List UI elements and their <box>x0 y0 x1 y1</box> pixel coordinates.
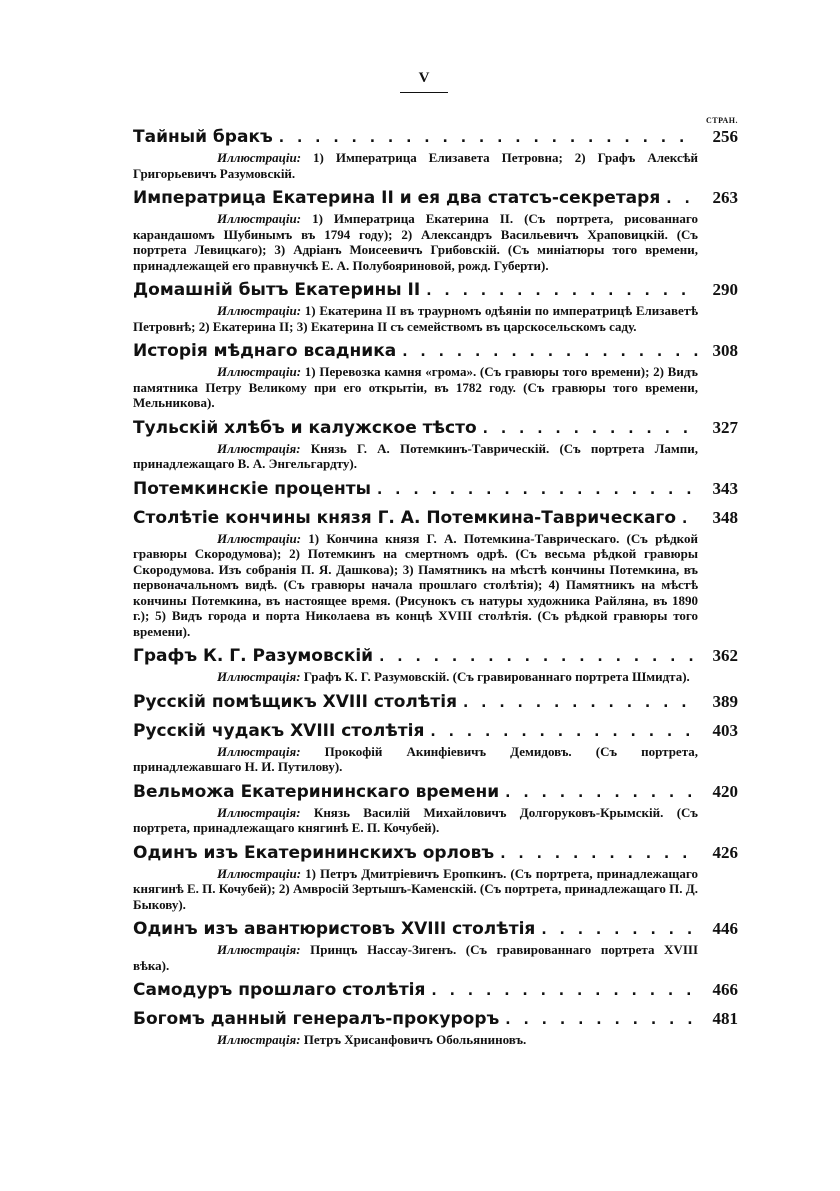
illustrations-text: Принцъ Нассау-Зигенъ. (Съ гравированнаго портрета XVIII вѣка). <box>133 942 698 973</box>
toc-entry-illustrations <box>133 744 698 775</box>
table-of-contents <box>133 126 738 1054</box>
toc-entry-illustrations <box>133 150 698 181</box>
toc-entry[interactable] <box>133 918 738 973</box>
toc-entry[interactable] <box>133 1008 738 1048</box>
illustrations-label: Иллюстраціи: <box>217 303 302 318</box>
dot-leader <box>505 783 698 804</box>
toc-entry-page: 420 <box>712 781 738 801</box>
dot-leader <box>426 281 698 302</box>
toc-entry-title-row <box>133 478 738 501</box>
toc-entry-title-row <box>133 1008 738 1031</box>
toc-entry[interactable] <box>133 720 738 775</box>
toc-entry[interactable] <box>133 842 738 913</box>
toc-entry-illustrations <box>133 1032 698 1048</box>
toc-entry-page: 403 <box>712 720 738 740</box>
dot-leader <box>505 1010 698 1031</box>
toc-entry-title-row <box>133 979 738 1002</box>
toc-entry-title: Русскій помѣщикъ XVIII столѣтія <box>133 691 457 712</box>
illustrations-label: Иллюстраціи: <box>217 211 302 226</box>
dot-leader <box>402 342 698 363</box>
toc-entry-illustrations <box>133 303 698 334</box>
toc-entry-page: 466 <box>712 980 738 999</box>
toc-entry[interactable] <box>133 979 738 1002</box>
toc-entry-title-row <box>133 340 738 363</box>
toc-entry-title: Богомъ данный генералъ-прокуроръ <box>133 1009 500 1029</box>
dot-leader <box>279 128 698 149</box>
illustrations-text: 1) Екатерина II въ траурномъ одѣяніи по императрицѣ Елизаветѣ Петровнѣ; 2) Екатерина II; 3) Екатерина II съ семействомъ въ царскосельскомъ саду. <box>133 303 699 334</box>
toc-entry-page: 348 <box>712 507 738 527</box>
toc-entry-title: Домашній бытъ Екатерины II <box>133 280 421 300</box>
illustrations-text: 1) Императрица Екатерина II. (Съ портрета, рисованнаго карандашомъ Шубинымъ въ 1794 году); 2) Александръ Васильевичъ Храповицкій. (Съ портрета Левицкаго); 3) Адріанъ Моисеевичъ Грибовскій. (Съ миніатюры того времени, принадлежащей его правнучкѣ Е. А. Полубояриновой, рожд. Губерти). <box>133 211 699 273</box>
illustrations-text: 1) Перевозка камня «грома». (Съ гравюры того времени); 2) Видъ памятника Петру Великому при его открытіи, въ 1782 году. (Съ гравюры того времени, Мельникова). <box>133 364 699 410</box>
illustrations-text: Князь Василій Михайловичъ Долгоруковъ-Крымскій. (Съ портрета, принадлежащаго княгинѣ Е. П. Кочубей). <box>133 804 698 835</box>
toc-entry-page: 426 <box>712 842 738 862</box>
toc-entry-page: 362 <box>712 646 738 665</box>
toc-entry[interactable] <box>133 781 738 836</box>
toc-entry-title: Русскій чудакъ XVIII столѣтія <box>133 720 425 741</box>
illustrations-label: Иллюстраціи: <box>217 865 302 881</box>
illustrations-label: Иллюстраціи: <box>217 150 302 165</box>
toc-entry[interactable] <box>133 279 738 334</box>
toc-entry-title: Столѣтіе кончины князя Г. А. Потемкина-Таврическаго <box>133 507 676 528</box>
toc-entry-title: Тульскій хлѣбъ и калужское тѣсто <box>133 417 477 438</box>
dot-leader <box>500 844 698 865</box>
illustrations-text: 1) Кончина князя Г. А. Потемкина-Таврическаго. (Съ рѣдкой гравюры Скородумова); 2) Потемкинъ на смертномъ одрѣ. (Съ весьма рѣдкой гравюры Скородумова. Изъ собранія П. Я. Дашкова); 3) Памятникъ на мѣстѣ кончины Потемкина, въ первоначальномъ видѣ. (Съ гравюры начала прошлаго столѣтія); 4) Памятникъ на мѣстѣ кончины Потемкина, въ настоящее время. (Рисунокъ съ натуры художника Райляна, въ 1890 г.); 5) Видъ города и порта Николаева въ концѣ XVIII столѣтія. (Съ рѣдкой гравюры того времени). <box>133 530 698 639</box>
toc-entry[interactable] <box>133 187 738 273</box>
illustrations-text: 1) Петръ Дмитріевичъ Еропкинъ. (Съ портрета, принадлежащаго княгинѣ Е. П. Кочубей); 2) Амвросій Зертышъ-Каменскій. (Съ портрета, принадлежащаго П. Д. Быкову). <box>133 865 698 912</box>
toc-entry-title-row <box>133 507 738 530</box>
toc-entry-title: Исторія мѣднаго всадника <box>133 341 397 361</box>
toc-entry-title: Императрица Екатерина II и ея два статсъ-секретаря <box>133 188 661 208</box>
toc-entry-title: Графъ К. Г. Разумовскій <box>133 646 374 666</box>
toc-entry[interactable] <box>133 126 738 181</box>
toc-entry-page: 446 <box>712 919 738 938</box>
toc-entry-title-row <box>133 691 738 714</box>
illustrations-label: Иллюстрація: <box>217 669 301 684</box>
page-column-header: СТРАН. <box>706 116 738 125</box>
illustrations-label: Иллюстраціи: <box>217 530 302 546</box>
toc-entry-illustrations <box>133 866 698 913</box>
illustrations-text: Князь Г. А. Потемкинъ-Таврическій. (Съ портрета Лампи, принадлежащаго В. А. Энгельгардту). <box>133 440 699 471</box>
toc-entry-illustrations <box>133 669 698 685</box>
toc-entry-page: 389 <box>712 691 738 711</box>
toc-entry-title-row <box>133 781 738 804</box>
dot-leader <box>483 419 698 440</box>
dot-leader <box>682 509 698 530</box>
toc-entry-title-row <box>133 720 738 743</box>
toc-entry[interactable] <box>133 478 738 501</box>
illustrations-label: Иллюстрація: <box>217 440 301 456</box>
toc-entry[interactable] <box>133 417 738 472</box>
toc-entry-title-row <box>133 417 738 440</box>
illustrations-label: Иллюстраціи: <box>217 364 302 379</box>
illustrations-label: Иллюстрація: <box>217 804 301 820</box>
illustrations-text: Прокофій Акинфіевичъ Демидовъ. (Съ портрета, принадлежавшаго Н. И. Путилову). <box>133 743 698 774</box>
page-number: V <box>418 70 430 86</box>
toc-entry[interactable] <box>133 645 738 685</box>
dot-leader <box>430 722 698 743</box>
toc-entry-page: 327 <box>712 417 738 437</box>
toc-entry-illustrations <box>133 805 698 836</box>
dot-leader <box>377 480 698 501</box>
illustrations-text: 1) Императрица Елизавета Петровна; 2) Графъ Алексѣй Григорьевичъ Разумовскій. <box>133 150 698 181</box>
dot-leader <box>379 647 698 668</box>
toc-entry-title: Самодуръ прошлаго столѣтія <box>133 980 426 1000</box>
toc-entry[interactable] <box>133 507 738 640</box>
toc-entry-page: 481 <box>712 1009 738 1028</box>
toc-entry-illustrations <box>133 942 698 973</box>
toc-entry-title: Одинъ изъ Екатерининскихъ орловъ <box>133 842 495 863</box>
toc-entry-illustrations <box>133 531 698 640</box>
toc-entry-page: 256 <box>712 127 738 146</box>
illustrations-label: Иллюстрація: <box>217 942 301 957</box>
toc-entry[interactable] <box>133 691 738 714</box>
toc-entry[interactable] <box>133 340 738 411</box>
toc-entry-title-row <box>133 279 738 302</box>
toc-entry-illustrations <box>133 211 698 273</box>
dot-leader <box>431 981 698 1002</box>
toc-entry-page: 290 <box>712 280 738 299</box>
dot-leader <box>666 189 698 210</box>
toc-entry-page: 308 <box>712 341 738 360</box>
toc-entry-illustrations <box>133 441 698 472</box>
dot-leader <box>463 693 698 714</box>
toc-entry-page: 263 <box>712 188 738 207</box>
toc-entry-title: Потемкинскіе проценты <box>133 478 371 499</box>
toc-entry-illustrations <box>133 364 698 411</box>
toc-entry-title-row <box>133 126 738 149</box>
toc-entry-title-row <box>133 645 738 668</box>
dot-leader <box>541 920 698 941</box>
toc-entry-title-row <box>133 187 738 210</box>
illustrations-label: Иллюстрація: <box>217 743 301 759</box>
illustrations-label: Иллюстрація: <box>217 1032 301 1047</box>
toc-entry-title: Вельможа Екатерининскаго времени <box>133 781 500 802</box>
toc-entry-title: Тайный бракъ <box>133 127 273 147</box>
toc-entry-title: Одинъ изъ авантюристовъ XVIII столѣтія <box>133 919 536 939</box>
illustrations-text: Графъ К. Г. Разумовскій. (Съ гравированнаго портрета Шмидта). <box>303 669 690 684</box>
toc-entry-title-row <box>133 842 738 865</box>
toc-entry-page: 343 <box>712 478 738 498</box>
illustrations-text: Петръ Хрисанфовичъ Обольяниновъ. <box>303 1032 527 1047</box>
page-number-rule <box>400 92 448 93</box>
toc-entry-title-row <box>133 918 738 941</box>
